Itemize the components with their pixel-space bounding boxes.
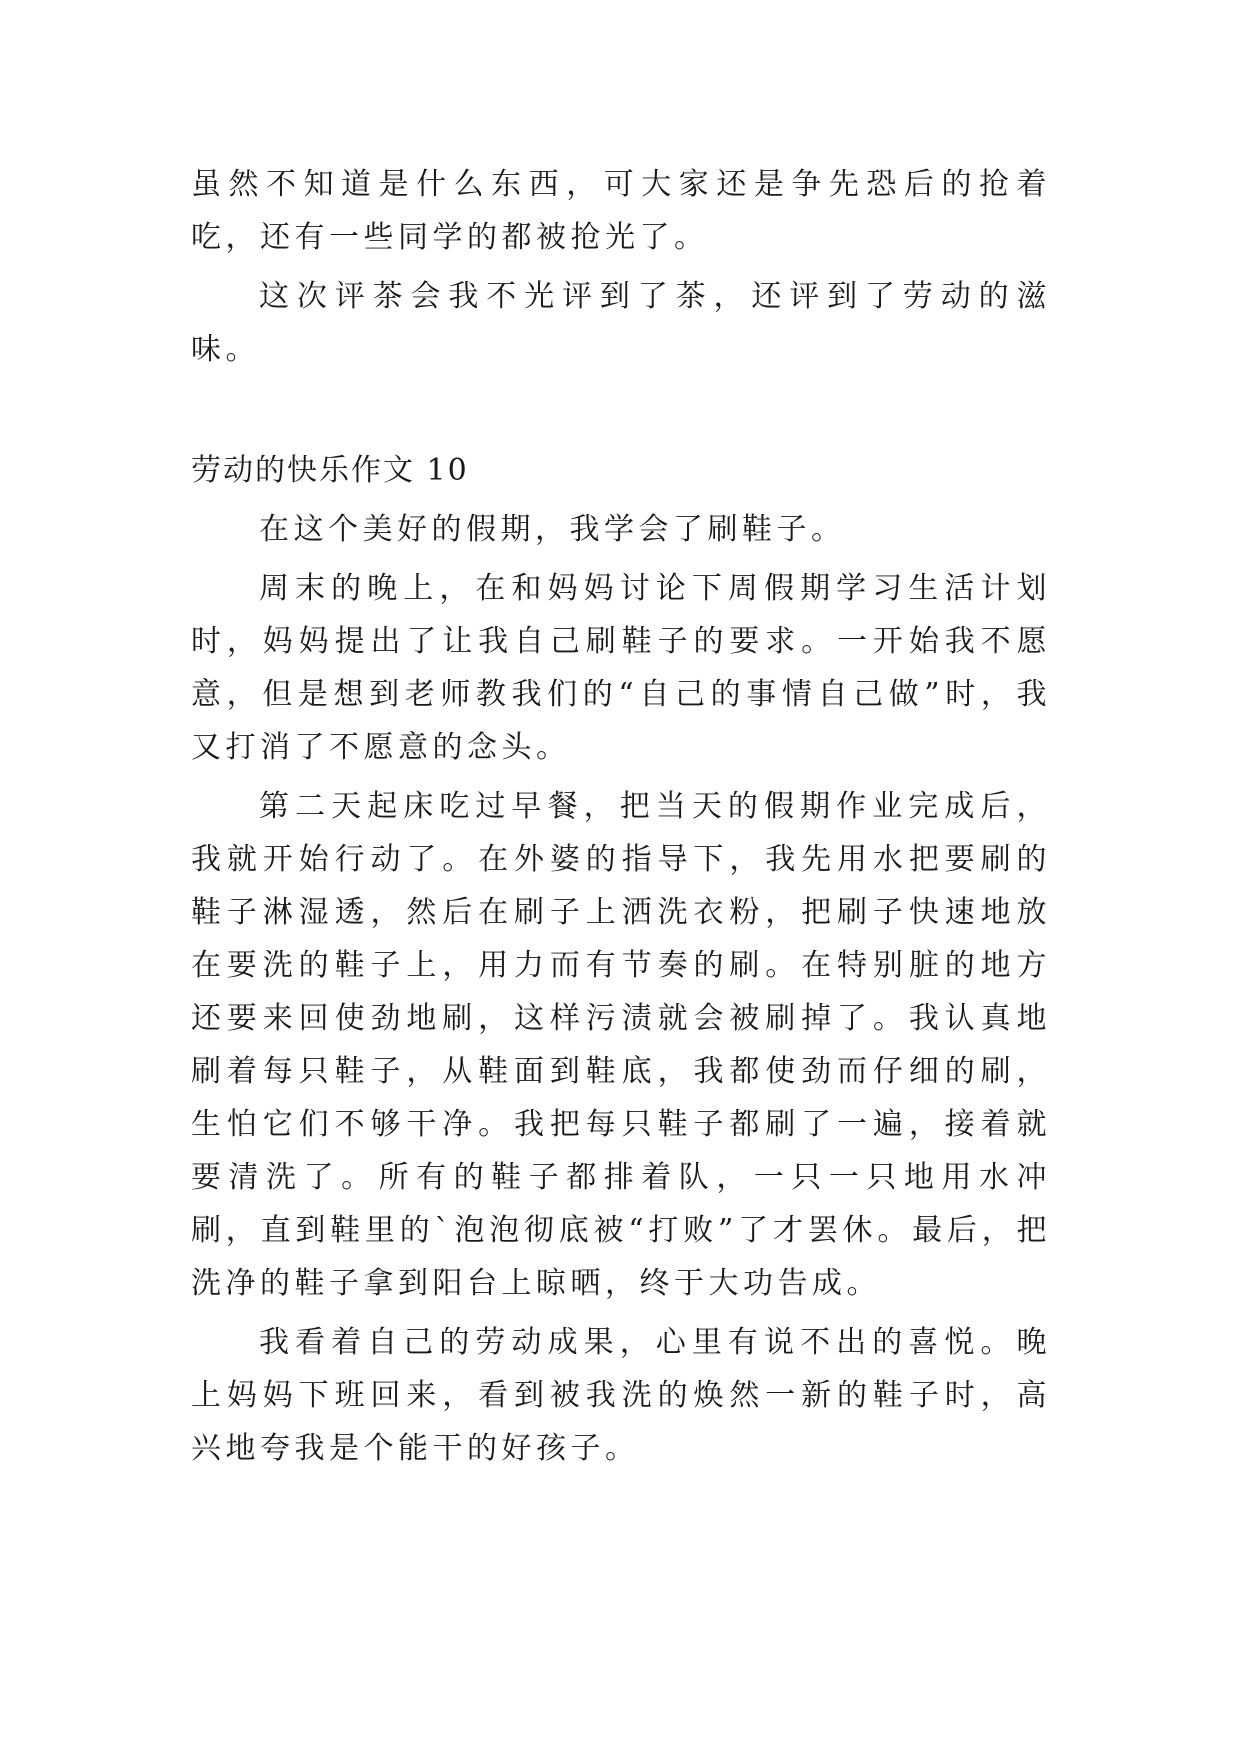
essay-heading: 劳动的快乐作文 10 <box>191 453 469 488</box>
paragraph-weekend: 周末的晚上，在和妈妈讨论下周假期学习生活计划时，妈妈提出了让我自己刷鞋子的要求。一开始我不愿意，但是想到老师教我们的“自己的事情自己做”时，我又打消了不愿意的念头。 <box>191 571 1051 765</box>
paragraph-ending: 我看着自己的劳动成果，心里有说不出的喜悦。晚上妈妈下班回来，看到被我洗的焕然一新的鞋子时，高兴地夸我是个能干的好孩子。 <box>191 1325 1051 1466</box>
paragraph-conclusion: 这次评茶会我不光评到了茶，还评到了劳动的滋味。 <box>191 279 1051 367</box>
paragraph-intro: 在这个美好的假期，我学会了刷鞋子。 <box>259 512 846 547</box>
paragraph-continuation: 虽然不知道是什么东西，可大家还是争先恐后的抢着吃，还有一些同学的都被抢光了。 <box>191 167 1051 255</box>
document-body <box>191 158 1051 1475</box>
paragraph-washing: 第二天起床吃过早餐，把当天的假期作业完成后，我就开始行动了。在外婆的指导下，我先用水把要刷的鞋子淋湿透，然后在刷子上洒洗衣粉，把刷子快速地放在要洗的鞋子上，用力而有节奏的刷。在特别脏的地方还要来回使劲地刷，这样污渍就会被刷掉了。我认真地刷着每只鞋子，从鞋面到鞋底，我都使劲而仔细的刷，生怕它们不够干净。我把每只鞋子都刷了一遍，接着就要清洗了。所有的鞋子都排着队，一只一只地用水冲刷，直到鞋里的`泡泡彻底被“打败”了才罢休。最后，把洗净的鞋子拿到阳台上晾晒，终于大功告成。 <box>191 789 1051 1301</box>
